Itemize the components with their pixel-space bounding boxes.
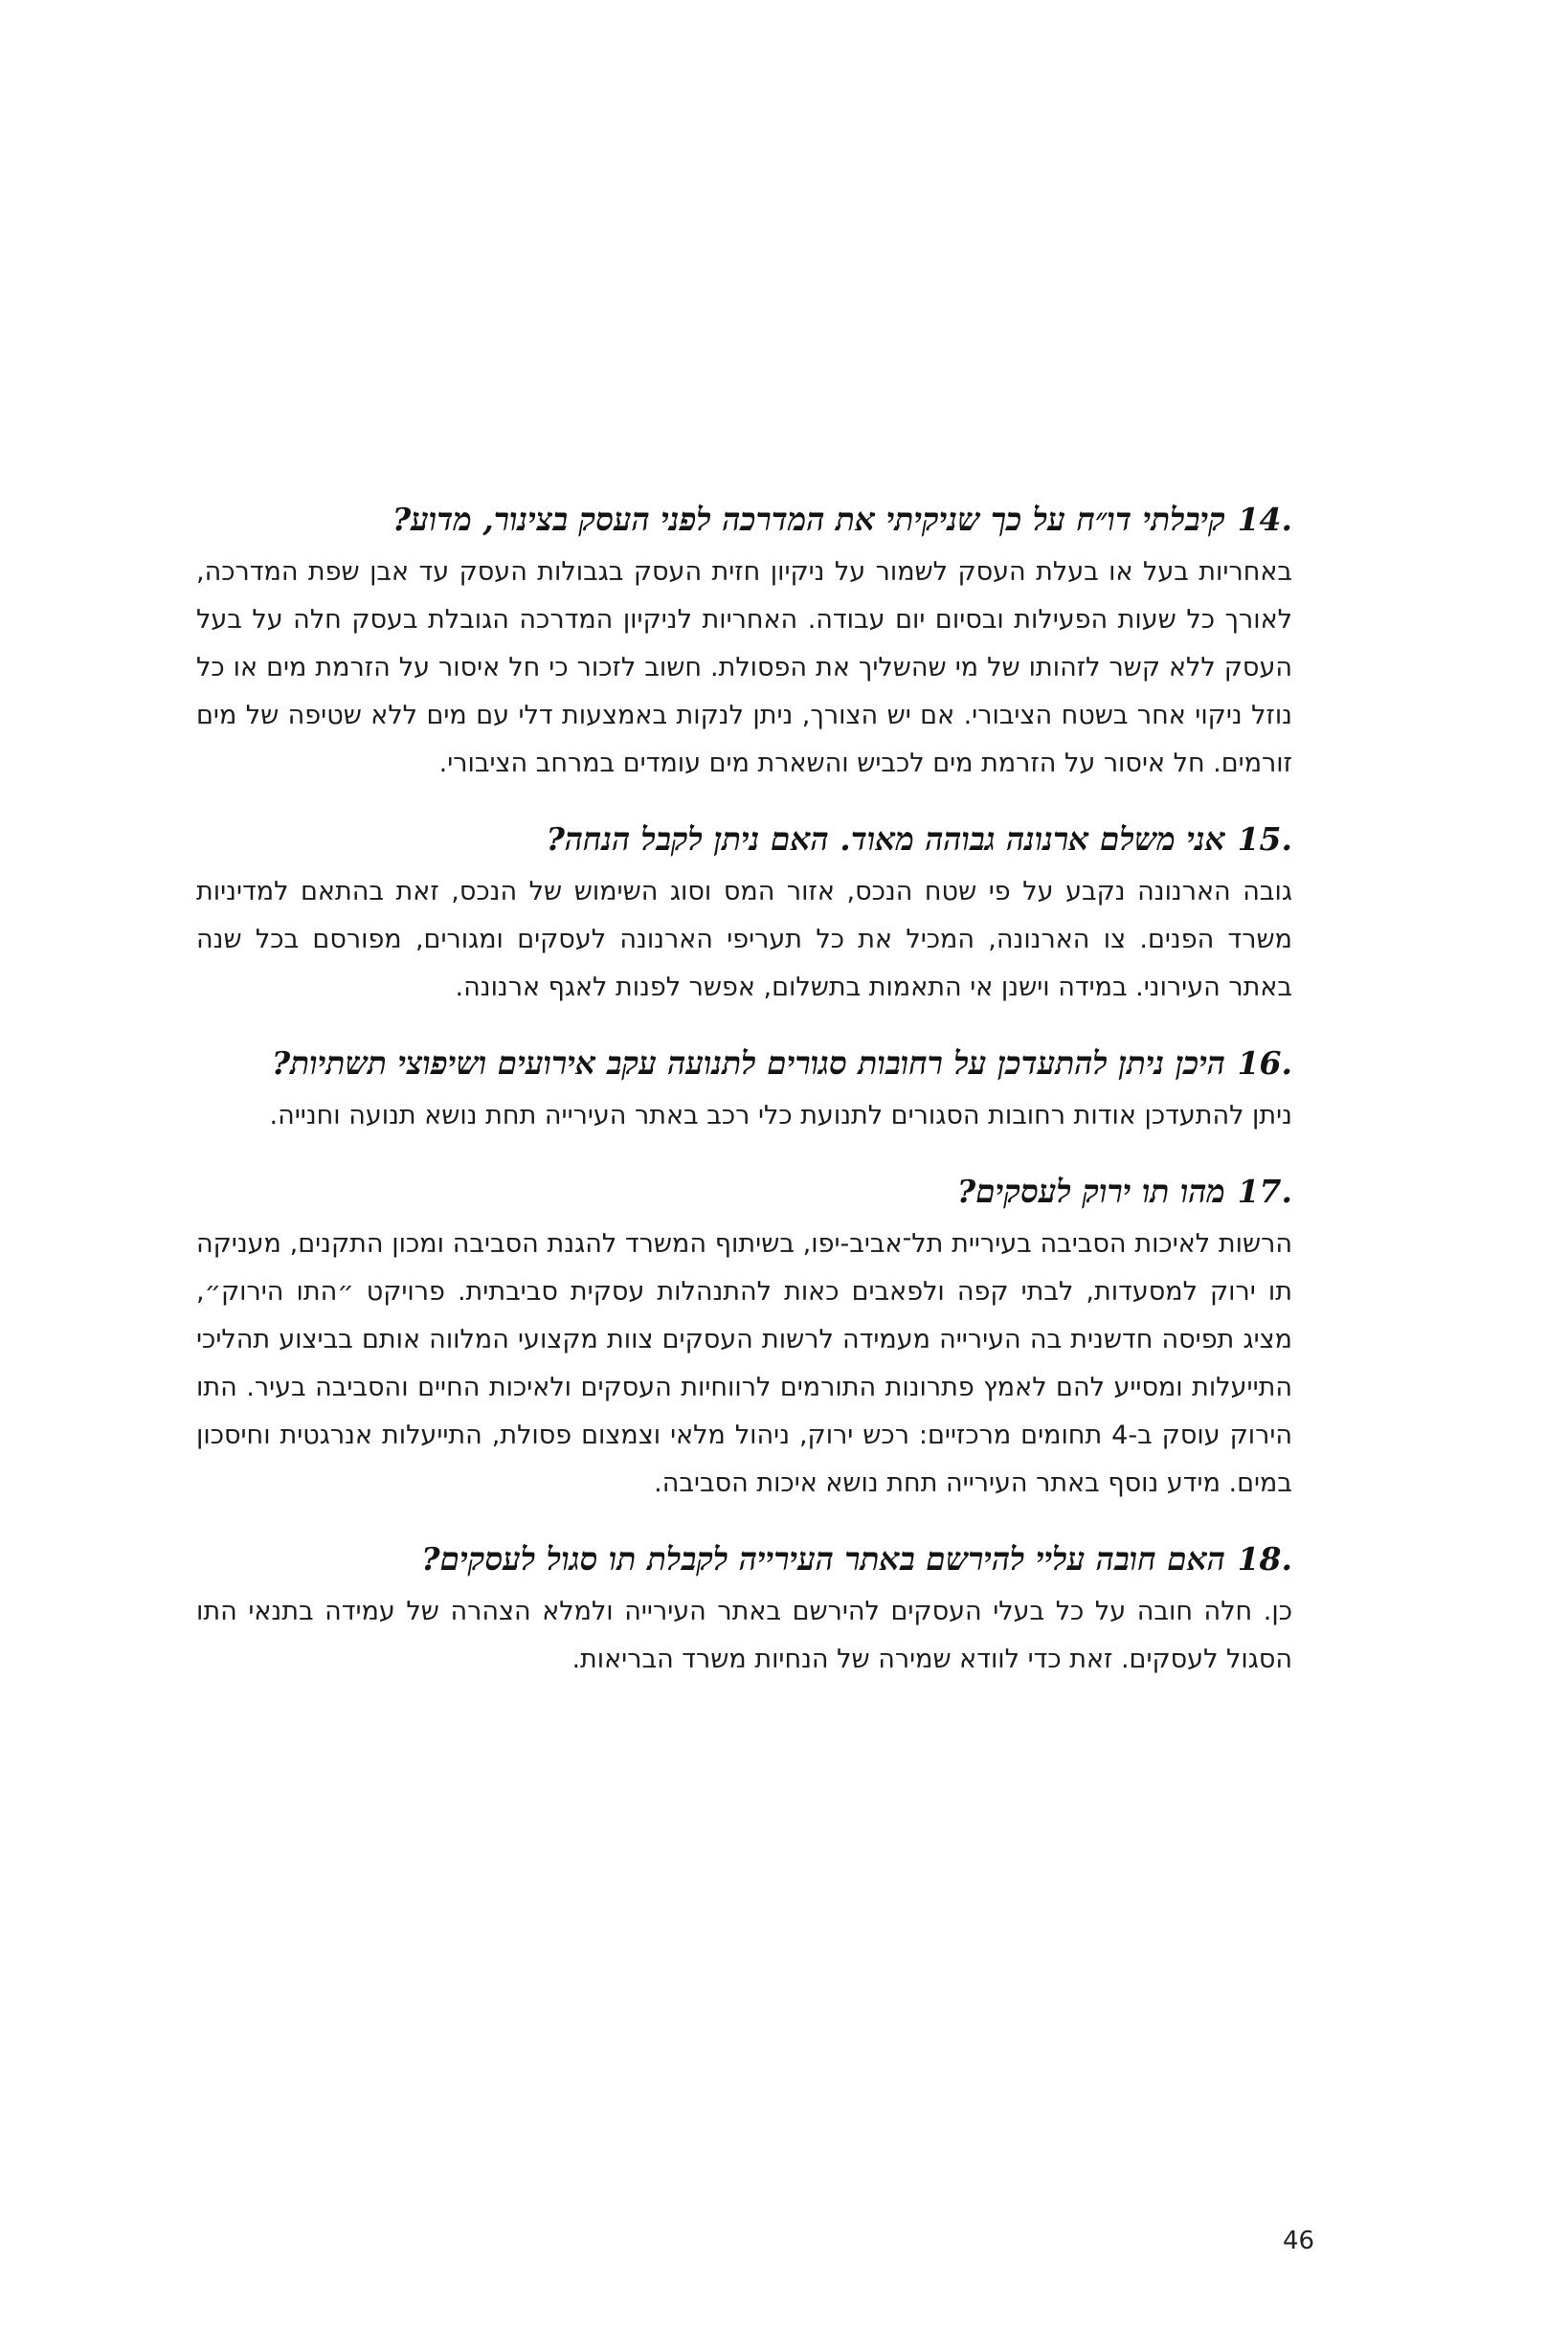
question-heading	[196, 493, 1292, 547]
faq-item-18	[196, 1533, 1292, 1684]
question-text: האם חובה עליי להירשם באתר העירייה לקבלת תו סגול לעסקים?	[421, 1540, 1225, 1578]
question-text: מהו תו ירוק לעסקים?	[956, 1173, 1225, 1210]
faq-item-17	[196, 1165, 1292, 1508]
question-number: .16	[1237, 1044, 1292, 1082]
question-number: .18	[1237, 1540, 1292, 1578]
question-number: .17	[1237, 1173, 1292, 1210]
question-heading	[196, 1533, 1292, 1586]
question-number: .15	[1237, 820, 1292, 858]
answer-text: כן. חלה חובה על כל בעלי העסקים להירשם באתר העירייה ולמלא הצהרה של עמידה בתנאי התו הסגול לעסקים. זאת כדי לוודא שמירה של הנחיות משרד הבריאות.	[196, 1597, 1292, 1674]
faq-item-15	[196, 813, 1292, 1012]
answer-text: הרשות לאיכות הסביבה בעיריית תל־אביב-יפו, בשיתוף המשרד להגנת הסביבה ומכון התקנים, מעניקה תו ירוק למסעדות, לבתי קפה ולפאבים כאות להתנהלות עסקית סביבתית. פרויקט ״התו הירוק״, מציג תפיסה חדשנית בה העירייה מעמידה לרשות העסקים צוות מקצועי המלווה אותם בביצוע תהליכי התייעלות ומסייע להם לאמץ פתרונות התורמים לרווחיות העסקים ולאיכות החיים והסביבה בעיר. התו הירוק עוסק ב-4 תחומים מרכזיים: רכש ירוק, ניהול מלאי וצמצום פסולת, התייעלות אנרגטית וחיסכון במים. מידע נוסף באתר העירייה תחת נושא איכות הסביבה.	[196, 1229, 1292, 1498]
faq-item-14	[196, 493, 1292, 788]
question-heading	[196, 1165, 1292, 1219]
faq-item-16	[196, 1037, 1292, 1140]
question-number: .14	[1237, 501, 1292, 538]
answer-text: באחריות בעל או בעלת העסק לשמור על ניקיון חזית העסק בגבולות העסק עד אבן שפת המדרכה, לאורך כל שעות הפעילות ובסיום יום עבודה. האחריות לניקיון המדרכה הגובלת בעסק חלה על בעל העסק ללא קשר לזהותו של מי שהשליך את הפסולת. חשוב לזכור כי חל איסור על הזרמת מים או כל נוזל ניקוי אחר בשטח הציבורי. אם יש הצורך, ניתן לנקות באמצעות דלי עם מים ללא שטיפה של מים זורמים. חל איסור על הזרמת מים לכביש והשארת מים עומדים במרחב הציבורי.	[196, 557, 1292, 778]
faq-content	[196, 493, 1292, 1709]
question-heading	[196, 1037, 1292, 1090]
question-text: קיבלתי דו״ח על כך שניקיתי את המדרכה לפני העסק בצינור, מדוע?	[392, 501, 1225, 538]
answer-text: ניתן להתעדכן אודות רחובות הסגורים לתנועת כלי רכב באתר העירייה תחת נושא תנועה וחנייה.	[269, 1101, 1292, 1131]
question-heading	[196, 813, 1292, 866]
page-number: 46	[1283, 2227, 1315, 2255]
question-text: היכן ניתן להתעדכן על רחובות סגורים לתנועה עקב אירועים ושיפוצי תשתיות?	[271, 1044, 1225, 1082]
answer-text: גובה הארנונה נקבע על פי שטח הנכס, אזור המס וסוג השימוש של הנכס, זאת בהתאם למדיניות משרד הפנים. צו הארנונה, המכיל את כל תעריפי הארנונה לעסקים ומגורים, מפורסם בכל שנה באתר העירוני. במידה וישנן אי התאמות בתשלום, אפשר לפנות לאגף ארנונה.	[196, 877, 1292, 1002]
question-text: אני משלם ארנונה גבוהה מאוד. האם ניתן לקבל הנחה?	[546, 820, 1225, 858]
